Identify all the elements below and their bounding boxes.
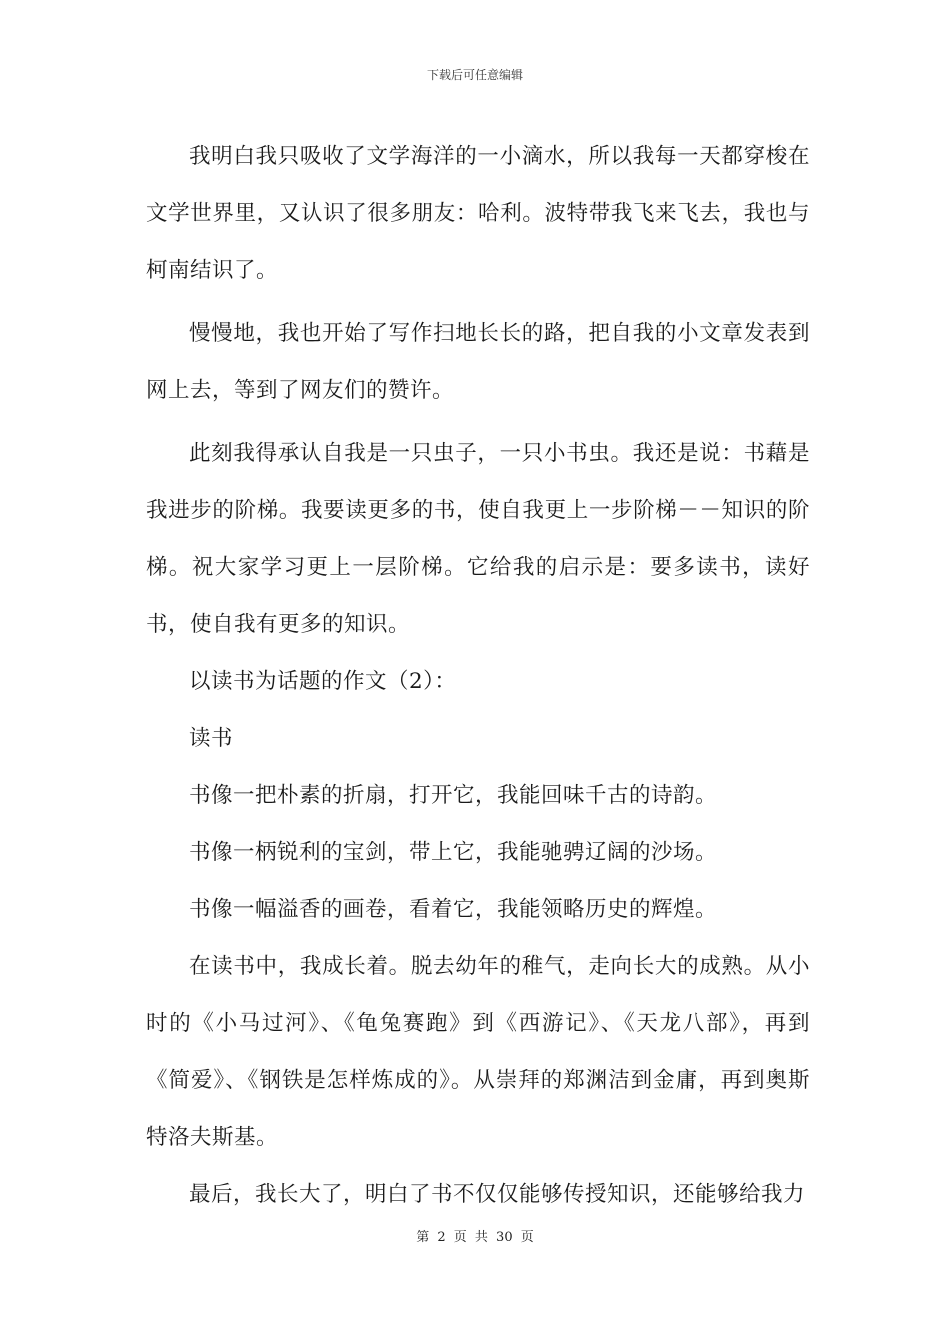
essay-title: 读书 [189,726,234,751]
paragraph: 慢慢地，我也开始了写作扫地长长的路，把自我的小文章发表到网上去，等到了网友们的赞许。 [146,321,810,403]
page-number-footer: 第 2 页 共 30 页 [416,1230,534,1245]
paragraph: 此刻我得承认自我是一只虫子，一只小书虫。我还是说：书藉是我进步的阶梯。我要读更多的书，使自我更上一步阶梯－－知识的阶梯。祝大家学习更上一层阶梯。它给我的启示是：要多读书，读好书，使自我有更多的知识。 [146,441,810,637]
essay-heading: 以读书为话题的作文（2）： [189,669,457,694]
body-text [146,128,810,1223]
paragraph: 我明白我只吸收了文学海洋的一小滴水，所以我每一天都穿梭在文学世界里，又认识了很多朋友：哈利。波特带我飞来飞去，我也与柯南结识了。 [146,144,810,283]
paragraph: 书像一幅溢香的画卷，看着它，我能领略历史的辉煌。 [189,897,718,922]
paragraph: 书像一柄锐利的宝剑，带上它，我能驰骋辽阔的沙场。 [189,840,718,865]
header-note: 下载后可任意编辑 [426,68,523,82]
paragraph: 最后，我长大了，明白了书不仅仅能够传授知识，还能够给我力 [189,1182,806,1207]
paragraph: 在读书中，我成长着。脱去幼年的稚气，走向长大的成熟。从小时的《小马过河》、《龟兔赛跑》到《西游记》、《天龙八部》，再到《简爱》、《钢铁是怎样炼成的》。从崇拜的郑渊洁到金庸，再到奥斯特洛夫斯基。 [146,954,810,1150]
paragraph: 书像一把朴素的折扇，打开它，我能回味千古的诗韵。 [189,783,718,808]
